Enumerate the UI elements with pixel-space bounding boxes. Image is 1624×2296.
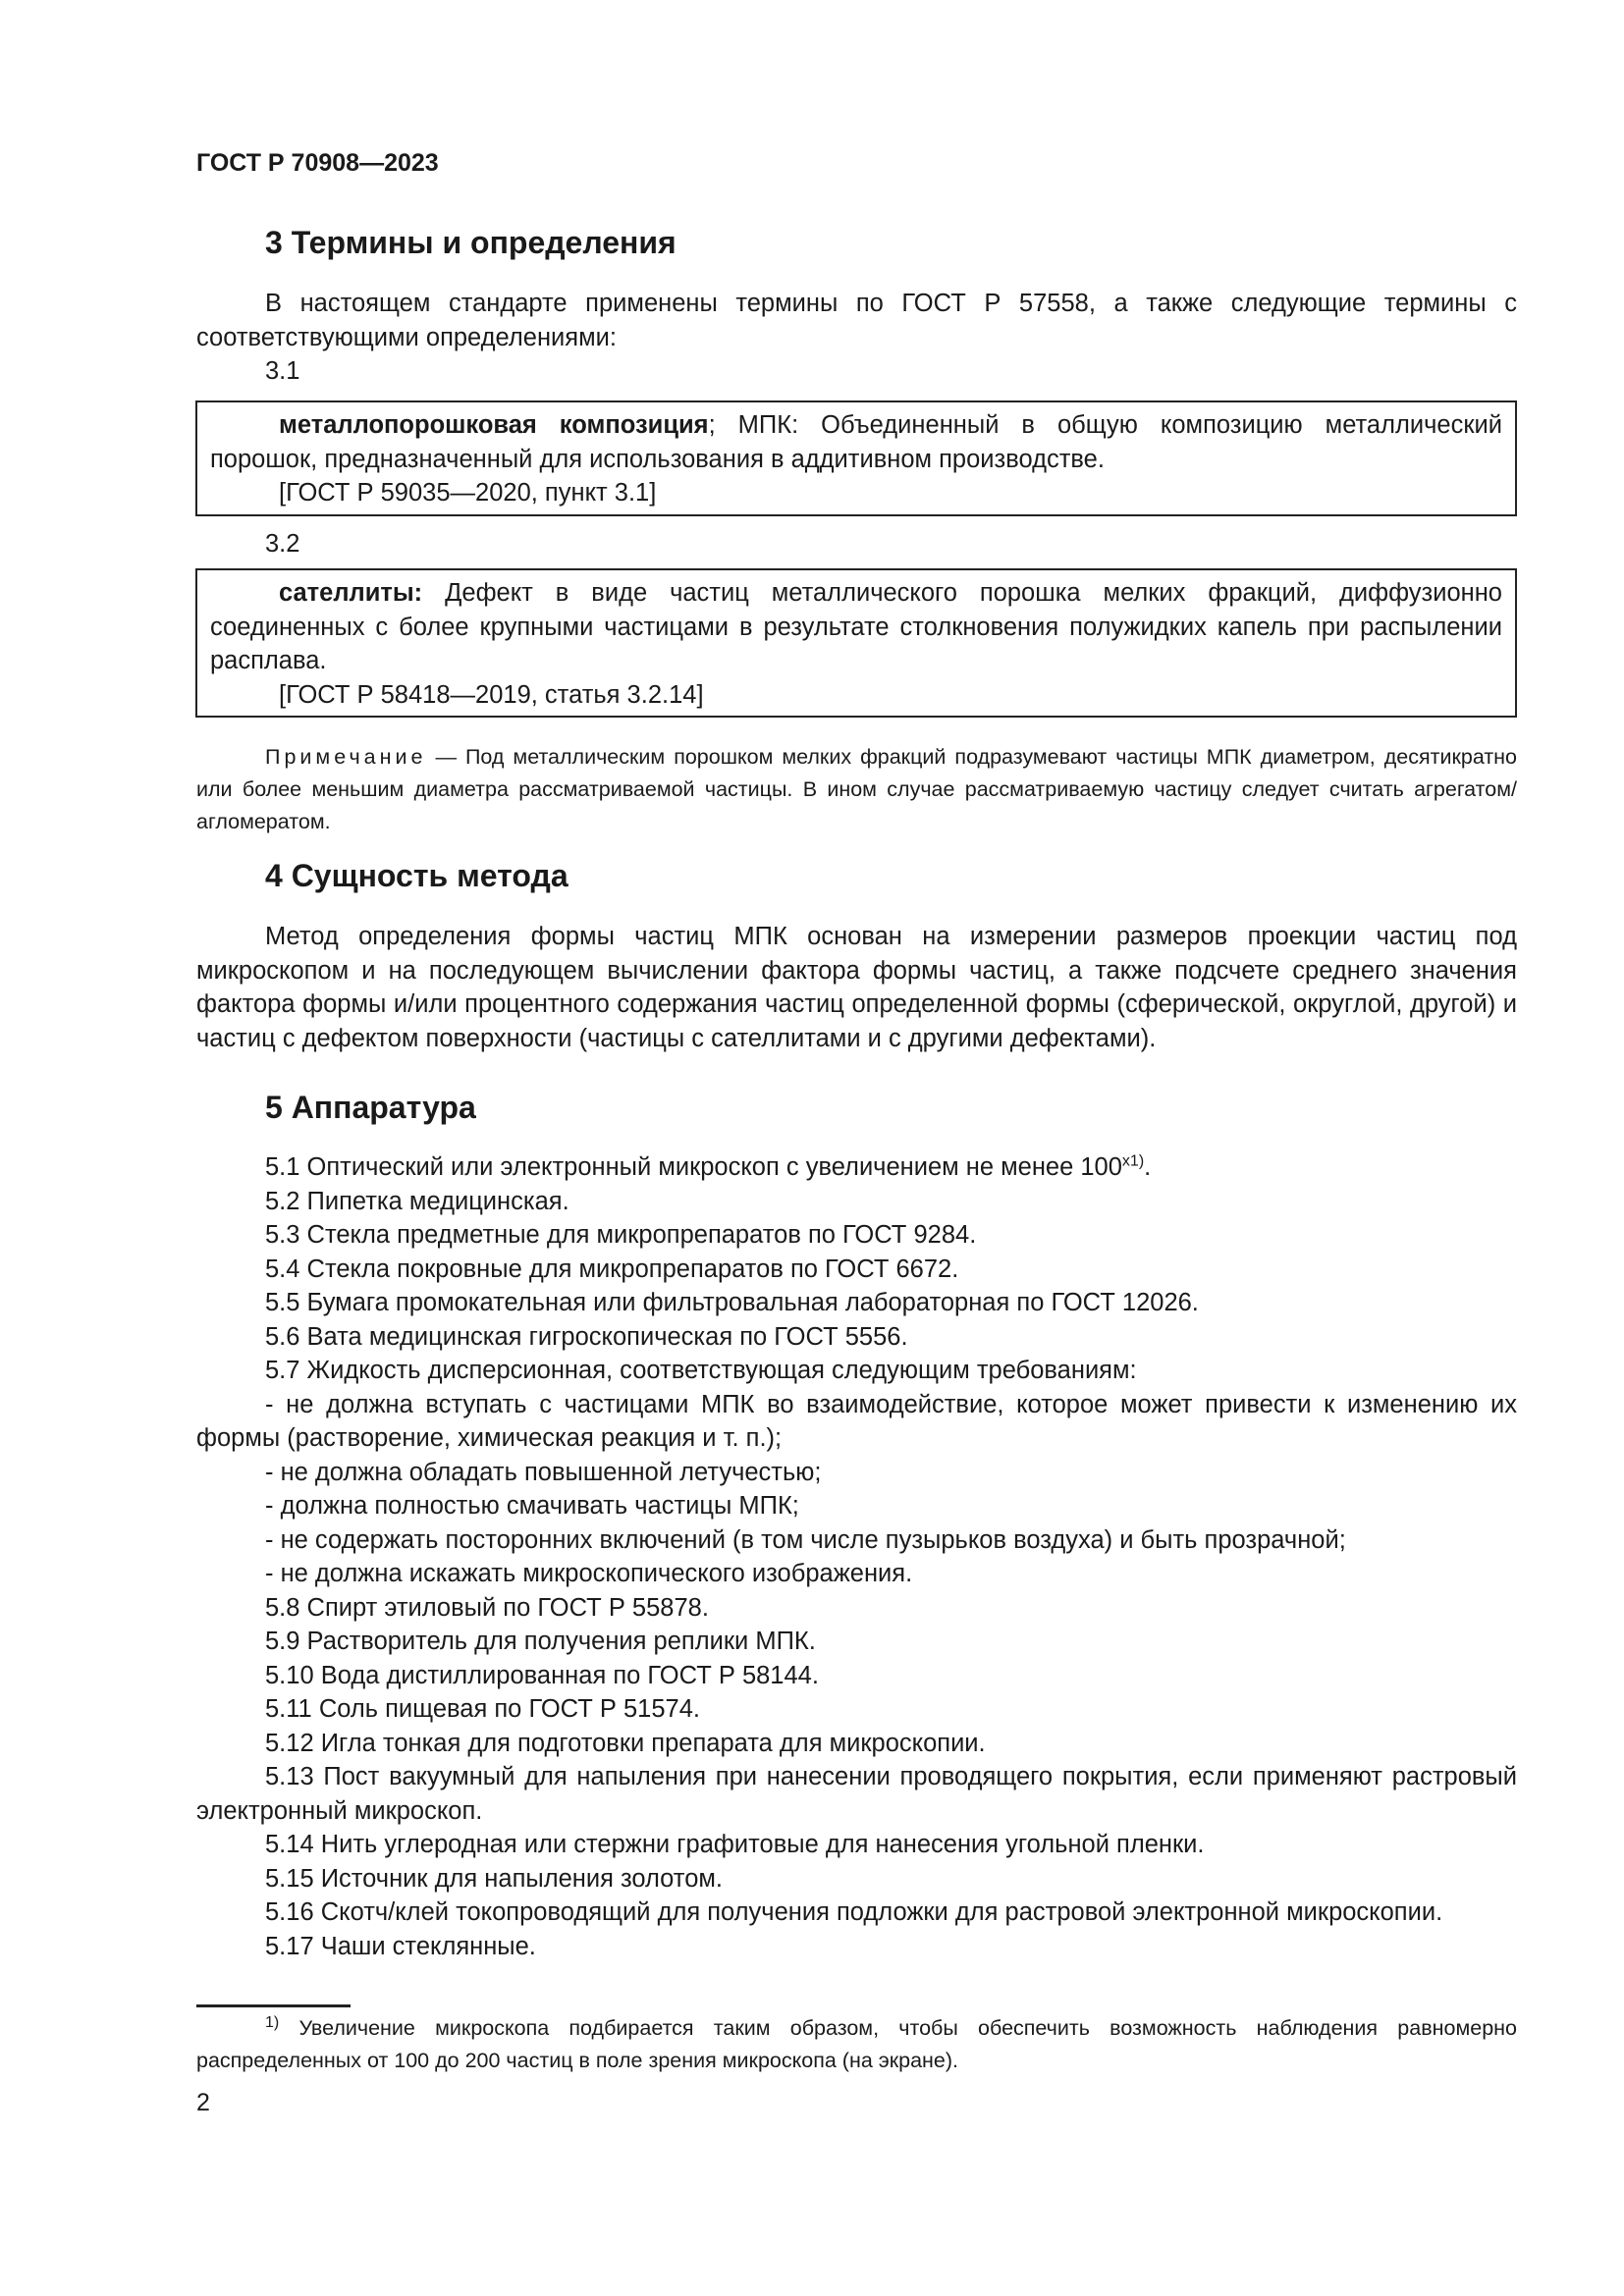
section-4-text: Метод определения формы частиц МПК основан на измерении размеров проекции частиц под микроскопом и на последующем вычислении фактора формы частиц, а также подсчете среднего значения фактора формы и/или процентного содержания частиц определенной формы (сферической, округлой, другой) и частиц с дефектом поверхности (частицы с сателлитами и с другими дефектами). [196,923,1517,1052]
section-4-heading: 4 Сущность метода [265,858,568,893]
list-item: 5.7 Жидкость дисперсионная, соответствующая следующим требованиям: [265,1357,1137,1384]
footnote-text: Увеличение микроскопа подбирается таким образом, чтобы обеспечить возможность наблюдения равномерно распределенных от 100 до 200 частиц в поле зрения микроскопа (на экране). [196,2016,1517,2072]
section-5-heading: 5 Аппаратура [265,1090,476,1125]
note-text: — Под металлическим порошком мелких фракций подразумевают частицы МПК диаметром, десятикратно или более меньшим диаметра рассматриваемой частицы. В ином случае рассматриваемую частицу следует считать агрегатом/агломератом. [196,745,1517,833]
term-number: 3.2 [265,530,300,558]
term-number: 3.1 [265,357,300,385]
list-item: 5.1 Оптический или электронный микроскоп с увеличением не менее $100^{x1)}$. [265,1152,1152,1181]
list-item: 5.17 Чаши стеклянные. [265,1932,536,1960]
footnote-separator [196,2004,351,2007]
list-item: 5.12 Игла тонкая для подготовки препарата для микроскопии. [265,1729,986,1757]
footnote-marker: 1) [265,2013,280,2031]
list-item: - не должна обладать повышенной летучестью; [265,1458,822,1486]
term-name: сателлиты: [279,579,423,607]
list-item: 5.3 Стекла предметные для микропрепаратов по ГОСТ 9284. [265,1221,977,1249]
note-label: Примечание [265,745,427,769]
list-item: 5.4 Стекла покровные для микропрепаратов по ГОСТ 6672. [265,1255,959,1283]
list-item: - не содержать посторонних включений (в том числе пузырьков воздуха) и быть прозрачной; [265,1525,1346,1554]
term-definition-box [195,400,1517,516]
document-header-id: ГОСТ Р 70908—2023 [196,149,439,177]
list-item: 5.15 Источник для напыления золотом. [265,1864,723,1893]
list-item: 5.5 Бумага промокательная или фильтровальная лабораторная по ГОСТ 12026. [265,1289,1199,1316]
term-source: [ГОСТ Р 58418—2019, статья 3.2.14] [279,680,704,709]
list-item: 5.9 Растворитель для получения реплики МПК. [265,1628,816,1655]
list-item: 5.14 Нить углеродная или стержни графитовые для нанесения угольной пленки. [265,1831,1205,1858]
term-text: Дефект в виде частиц металлического порошка мелких фракций, диффузионно соединенных с более крупными частицами в результате столкновения полужидких капель при распылении расплава. [210,579,1502,674]
term-text: ; МПК: Объединенный в общую композицию металлический порошок, предназначенный для использования в аддитивном производстве. [210,411,1502,473]
term-source: [ГОСТ Р 59035—2020, пункт 3.1] [279,479,657,507]
list-item: 5.6 Вата медицинская гигроскопическая по ГОСТ 5556. [265,1322,908,1351]
section-3-intro: В настоящем стандарте применены термины по ГОСТ Р 57558, а также следующие термины с соответствующими определениями: [196,290,1517,351]
term-definition [210,408,1502,476]
list-item: - не должна искажать микроскопического изображения. [265,1560,913,1587]
list-item: 5.2 Пипетка медицинская. [265,1187,569,1215]
list-item: - не должна вступать с частицами МПК во взаимодействие, которое может привести к изменению их формы (растворение, химическая реакция и т. п.); [196,1390,1517,1452]
list-item: 5.8 Спирт этиловый по ГОСТ Р 55878. [265,1593,709,1622]
list-item: 5.10 Вода дистиллированная по ГОСТ Р 58144. [265,1661,819,1689]
term-definition-box [195,568,1517,718]
term-name: металлопорошковая композиция [279,411,709,439]
section-3-heading: 3 Термины и определения [265,225,677,260]
list-item: 5.16 Скотч/клей токопроводящий для получения подложки для растровой электронной микроскопии. [265,1898,1443,1926]
list-item: 5.11 Соль пищевая по ГОСТ Р 51574. [265,1695,700,1723]
footnote [196,2012,1517,2077]
note [196,741,1517,838]
page-number: 2 [196,2089,210,2116]
list-item: - должна полностью смачивать частицы МПК; [265,1492,799,1520]
list-item: 5.13 Пост вакуумный для напыления при нанесении проводящего покрытия, если применяют растровый электронный микроскоп. [196,1763,1517,1825]
footnote-ref[interactable]: x1) [1121,1152,1145,1170]
term-definition [210,576,1502,678]
apparatus-list [196,1150,1517,1963]
